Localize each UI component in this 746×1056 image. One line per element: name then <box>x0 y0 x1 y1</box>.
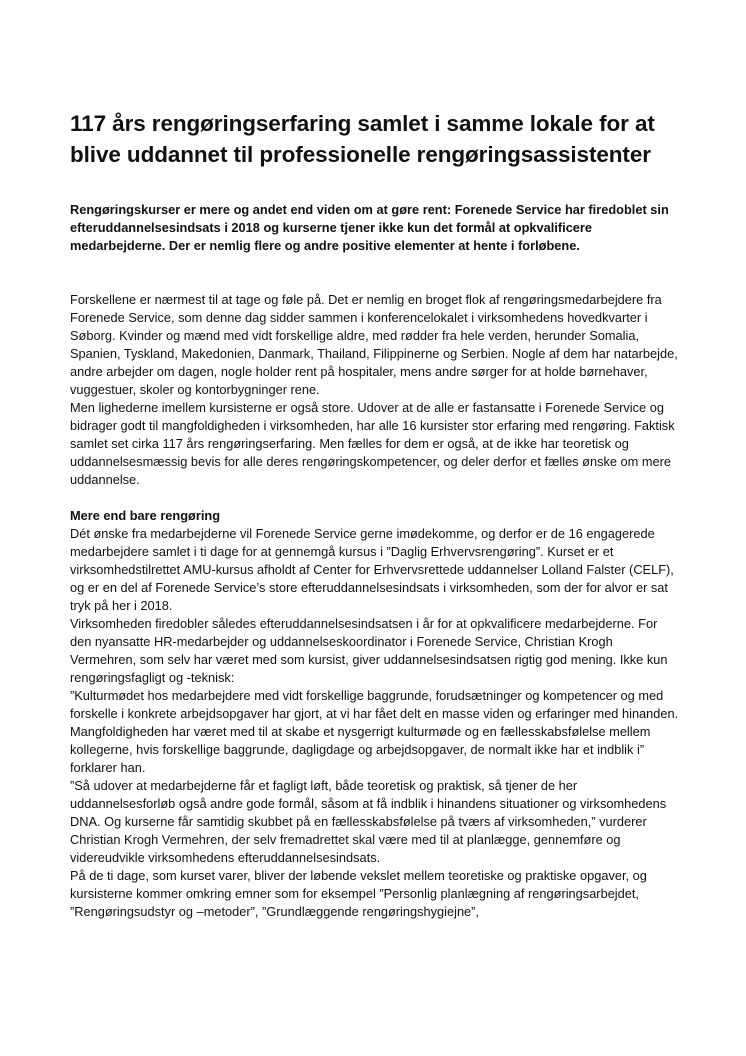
section-heading: Mere end bare rengøring <box>70 508 221 523</box>
section-paragraph-2: Virksomheden firedobler således efteruddannelsesindsatsen i år for at opkvalificere medarbejderne. For den nyansatte HR-medarbejder og uddannelseskoordinator i Forenede Service, Christian Krogh Vermehren, som selv har været med som kursist, giver uddannelsesindsatsen rigtig god mening. Ikke kun rengøringsfagligt og -teknisk: <box>70 616 668 685</box>
article-title: 117 års rengøringserfaring samlet i samme lokale for at blive uddannet til professionelle rengøringsassistenter <box>70 111 655 167</box>
section-paragraph-5: På de ti dage, som kurset varer, bliver der løbende vekslet mellem teoretiske og praktiske opgaver, og kursisterne kommer omkring emner som for eksempel ”Personlig planlægning af rengøringsarbejdet, ”Rengøringsudstyr og –metoder”, ”Grundlæggende rengøringshygiejne”, <box>70 868 647 919</box>
section-paragraph-1: Dét ønske fra medarbejderne vil Forenede Service gerne imødekomme, og derfor er de 16 engagerede medarbejdere samlet i ti dage for at gennemgå kursus i ”Daglig Erhvervsrengøring”. Kurset er et virksomhedstilrettet AMU-kursus afholdt af Center for Erhvervsrettede uddannelser Lolland Falster (CELF), og er en del af Forenede Service’s store efteruddannelsesindsats i virksomheden, som der for alvor er sat tryk på her i 2018. <box>70 526 674 613</box>
section-quote-1: ”Kulturmødet hos medarbejdere med vidt forskellige baggrunde, forudsætninger og kompetencer og med forskelle i konkrete arbejdsopgaver har gjort, at vi har fået delt en masse viden og erfaringer med hinanden. Mangfoldigheden har været med til at skabe et nysgerrigt kulturmøde og en fællesskabsfølelse mellem kollegerne, hvis forskellige baggrunde, dagligdage og arbejdsopgaver, de normalt ikke har et indblik i” forklarer han. <box>70 688 679 775</box>
body-paragraph-1: Forskellene er nærmest til at tage og føle på. Det er nemlig en broget flok af rengøringsmedarbejdere fra Forenede Service, som denne dag sidder sammen i konferencelokalet i virksomhedens hovedkvarter i Søborg. Kvinder og mænd med vidt forskellige aldre, med rødder fra hele verden, herunder Somalia, Spanien, Tyskland, Makedonien, Danmark, Thailand, Filippinerne og Serbien. Nogle af dem har natarbejde, andre arbejder om dagen, nogle holder rent på hospitaler, mens andre sørger for at holde børnehaver, vuggestuer, skoler og kontorbygninger rene. <box>70 292 678 397</box>
document-page <box>70 108 680 921</box>
article-lead: Rengøringskurser er mere og andet end viden om at gøre rent: Forenede Service har firedoblet sin efteruddannelsesindsats i 2018 og kurserne tjener ikke kun det formål at opkvalificere medarbejderne. Der er nemlig flere og andre positive elementer at hente i forløbene. <box>70 202 669 253</box>
body-paragraph-2: Men lighederne imellem kursisterne er også store. Udover at de alle er fastansatte i Forenede Service og bidrager godt til mangfoldigheden i virksomheden, har alle 16 kursister stor erfaring med rengøring. Faktisk samlet set cirka 117 års rengøringserfaring. Men fælles for dem er også, at de ikke har teoretisk og uddannelsesmæssig bevis for alle deres rengøringskompetencer, og deler derfor et fælles ønske om mere uddannelse. <box>70 400 675 487</box>
section-quote-2: ”Så udover at medarbejderne får et fagligt løft, både teoretisk og praktisk, så tjener de her uddannelsesforløb også andre gode formål, såsom at få indblik i hinandens situationer og virksomhedens DNA. Og kurserne får samtidig skubbet på en fællesskabsfølelse på tværs af virksomheden,” vurderer Christian Krogh Vermehren, der selv fremadrettet skal være med til at planlægge, gennemføre og videreudvikle virksomhedens efteruddannelsesindsats. <box>70 778 667 865</box>
